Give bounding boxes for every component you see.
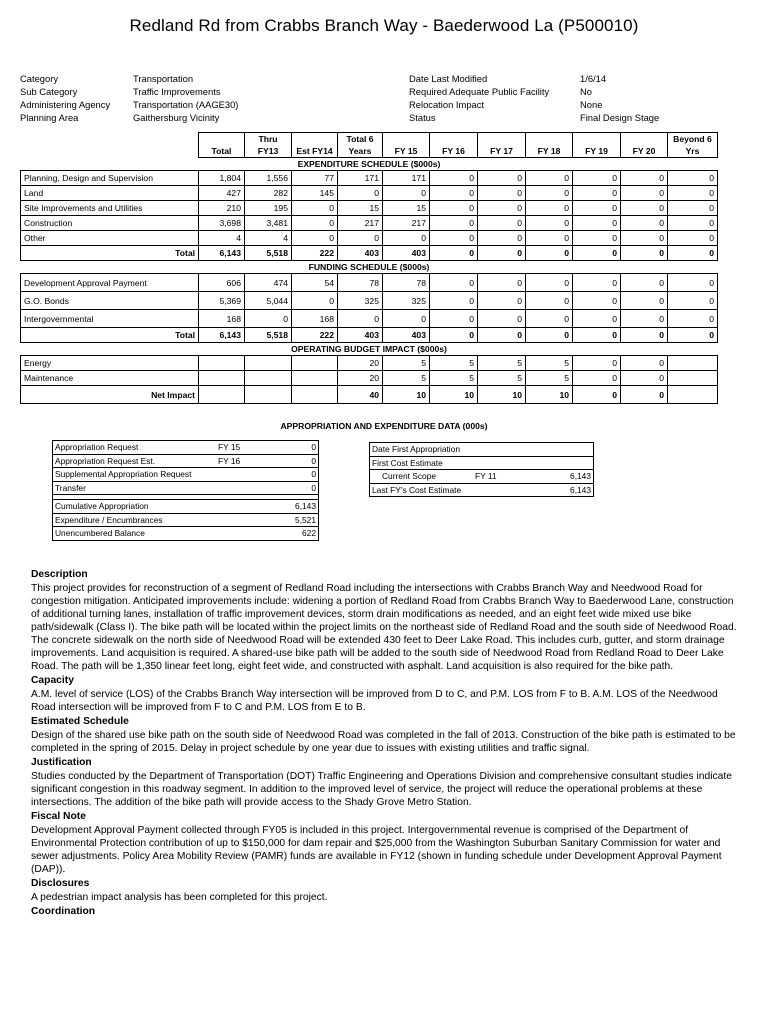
cell-value: 0: [478, 292, 526, 310]
cell-value: 78: [338, 274, 383, 292]
section-body: Studies conducted by the Department of Transportation (DOT) Traffic Engineering and Operations Division and comprehensive consultant studies indicate significant congestion in this roadway segment. In addition to the improved level of service, the project will reduce the operational problems at these intersections. The addition of the bike path will provide access to the Shady Grove Metro Station.: [31, 771, 732, 808]
appropriation-label: Appropriation Request: [55, 442, 139, 452]
section-heading-row: [21, 343, 718, 356]
row-label: Development Approval Payment: [21, 274, 199, 292]
section-heading: FUNDING SCHEDULE ($000s): [308, 262, 430, 272]
section-body: Design of the shared use bike path on the south side of Needwood Road was completed in the fall of 2013. Construction of the bike path is estimated to be completed in the spring of 2015. Delay in project schedule by one year due to issues with existing utilities and traffic signal.: [31, 730, 736, 754]
cell-value: 0: [430, 231, 478, 246]
cell-value: 5: [478, 371, 526, 386]
cell-value: 0: [621, 386, 668, 404]
cell-value: 0: [478, 201, 526, 216]
cell-value: 54: [292, 274, 338, 292]
cell-value: 0: [621, 292, 668, 310]
cell-value: 427: [199, 186, 245, 201]
appropriation-row: [53, 455, 318, 469]
column-header: FY 17: [478, 133, 526, 158]
cell-value: 0: [292, 201, 338, 216]
cell-value: [199, 386, 245, 404]
total-label: Total: [21, 246, 199, 261]
cell-value: [199, 371, 245, 386]
cell-value: 15: [338, 201, 383, 216]
appropriation-value: 0: [311, 469, 316, 479]
cell-value: 0: [526, 171, 573, 186]
right-meta-values: [580, 72, 659, 124]
cell-value: 0: [383, 231, 430, 246]
cost-estimate-box: [369, 442, 594, 497]
cell-value: 0: [526, 328, 573, 343]
meta-value: Traffic Improvements: [133, 86, 221, 97]
meta-value: Gaithersburg Vicinity: [133, 112, 220, 123]
appropriation-label: Expenditure / Encumbrances: [55, 514, 163, 525]
cell-value: 0: [668, 328, 718, 343]
estimate-label: Last FY's Cost Estimate: [372, 484, 462, 495]
cell-value: 606: [199, 274, 245, 292]
cell-value: 0: [668, 186, 718, 201]
cell-value: 217: [338, 216, 383, 231]
cell-value: 77: [292, 171, 338, 186]
cell-value: 0: [526, 274, 573, 292]
meta-label: Relocation Impact: [409, 99, 485, 110]
cell-value: 168: [199, 310, 245, 328]
section-body: Development Approval Payment collected through FY05 is included in this project. Intergovernmental revenue is comprised of the Department of Environmental Protection contribution of up to $150,000 for dam repair and $25,000 from the Washington Suburban Sanitary Commission for water and sewer adjustments. Policy Area Mobility Review (PAMR) funds are available in FY12 (shown in funding schedule under Development Approval Payment (DAP)).: [31, 825, 722, 875]
cell-value: 5,518: [245, 328, 292, 343]
appropriation-label: Unencumbered Balance: [55, 528, 145, 538]
cell-value: 0: [573, 201, 621, 216]
cell-value: 0: [478, 246, 526, 261]
cell-value: 0: [668, 292, 718, 310]
meta-label: Status: [409, 112, 436, 123]
cell-value: 5: [430, 356, 478, 371]
cell-value: 4: [199, 231, 245, 246]
appropriation-value: 0: [311, 482, 316, 493]
appropriation-label: Supplemental Appropriation Request: [55, 469, 192, 479]
cell-value: 0: [338, 231, 383, 246]
cell-value: [292, 386, 338, 404]
cell-value: 0: [621, 328, 668, 343]
cell-value: 0: [478, 310, 526, 328]
section-body: A.M. level of service (LOS) of the Crabbs Branch Way intersection will be improved from D to C, and P.M. LOS from F to B. A.M. LOS of the Needwood Road intersection will be improved from F to C and P.M. LOS from E to B.: [31, 689, 718, 713]
cell-value: 10: [430, 386, 478, 404]
appropriation-value: 0: [311, 455, 316, 466]
cell-value: 0: [668, 274, 718, 292]
column-header: Est FY14: [292, 133, 338, 158]
cell-value: 168: [292, 310, 338, 328]
section-body: This project provides for reconstruction of a segment of Redland Road including the intersections with Crabbs Branch Way and Needwood Road for congestion mitigation. Anticipated improvements include: widening a portion of Redland Road from Crabbs Branch Way to Baederwood Lane, construction of additional turning lanes, installation of traffic improvement devices, storm drain modifications as needed, and an eight feet wide mixed use bike path/sidewalk (Class I). The bike path will be located within the project limits on the northeast side of Redland Road and the south side of Needwood Road. The concrete sidewalk on the north side of Needwood Road will be extended 430 feet to Deer Lake Road. This includes curb, gutter, and storm drainage improvements. Land acquisition is required. A shared-use bike path will be added to the south side of Needwood Road from Redland Road to Deer Lake Road. The path will be 1,350 linear feet long, eight feet wide, and constructed with asphalt. Land acquisition is also required for the bike path.: [31, 583, 737, 672]
cell-value: 145: [292, 186, 338, 201]
cell-value: 15: [383, 201, 430, 216]
cell-value: 171: [383, 171, 430, 186]
cell-value: 0: [478, 171, 526, 186]
cell-value: 0: [526, 231, 573, 246]
appropriation-fy: FY 16: [218, 455, 241, 466]
appropriation-row: [53, 441, 318, 455]
cell-value: 0: [573, 386, 621, 404]
appropriation-label: Transfer: [55, 482, 86, 493]
left-meta-labels: [20, 72, 110, 124]
table-row: [21, 186, 718, 201]
section-body: A pedestrian impact analysis has been completed for this project.: [31, 892, 328, 903]
cell-value: 1,804: [199, 171, 245, 186]
cell-value: 0: [478, 216, 526, 231]
section-title: Fiscal Note: [31, 811, 86, 822]
cell-value: 0: [430, 171, 478, 186]
meta-label: Administering Agency: [20, 99, 111, 110]
column-header: [245, 133, 292, 158]
row-label: Construction: [21, 216, 199, 231]
cell-value: 0: [573, 231, 621, 246]
column-header: FY 20: [621, 133, 668, 158]
row-label: G.O. Bonds: [21, 292, 199, 310]
table-row: [21, 356, 718, 371]
cell-value: 0: [573, 246, 621, 261]
meta-label: Sub Category: [20, 86, 78, 97]
cell-value: 0: [526, 292, 573, 310]
cell-value: 5: [526, 356, 573, 371]
section-title: Coordination: [31, 906, 96, 917]
cell-value: 6,143: [199, 328, 245, 343]
cell-value: 0: [621, 216, 668, 231]
cell-value: 78: [383, 274, 430, 292]
appropriation-value: 5,521: [295, 514, 316, 525]
cell-value: 0: [526, 186, 573, 201]
row-label: Other: [21, 231, 199, 246]
estimate-value: 6,143: [570, 484, 591, 495]
appropriation-heading: APPROPRIATION AND EXPENDITURE DATA (000s): [280, 421, 488, 431]
cell-value: 0: [526, 246, 573, 261]
cell-value: 403: [383, 328, 430, 343]
appropriation-value: 0: [311, 442, 316, 452]
narrative: [31, 567, 737, 919]
schedule-table: [20, 132, 718, 404]
section-heading: EXPENDITURE SCHEDULE ($000s): [297, 159, 441, 169]
cell-value: 0: [668, 216, 718, 231]
row-label: Land: [21, 186, 199, 201]
cell-value: 3,481: [245, 216, 292, 231]
appropriation-row: [53, 482, 318, 496]
column-header: FY 18: [526, 133, 573, 158]
cell-value: 0: [292, 231, 338, 246]
cell-value: 6,143: [199, 246, 245, 261]
cell-value: [668, 386, 718, 404]
appropriation-row: [53, 514, 318, 528]
meta-label: Planning Area: [20, 112, 79, 123]
cell-value: 0: [526, 310, 573, 328]
total-row: [21, 246, 718, 261]
cell-value: 0: [478, 328, 526, 343]
cell-value: 0: [621, 246, 668, 261]
cell-value: 0: [383, 186, 430, 201]
section-heading-row: [21, 261, 718, 274]
cell-value: [199, 356, 245, 371]
cell-value: 0: [621, 371, 668, 386]
cell-value: 0: [430, 292, 478, 310]
cell-value: 0: [621, 171, 668, 186]
cell-value: [668, 356, 718, 371]
cell-value: 222: [292, 328, 338, 343]
column-header: FY 16: [430, 133, 478, 158]
total-label: Net Impact: [21, 386, 199, 404]
estimate-value: 6,143: [570, 471, 591, 481]
estimate-label: Current Scope: [382, 471, 436, 481]
meta-label: Required Adequate Public Facility: [409, 86, 550, 97]
meta-value: Transportation: [133, 73, 194, 84]
column-header-row: [21, 133, 718, 158]
column-header-text: Thru FY13: [257, 134, 279, 156]
appropriation-value: 6,143: [295, 501, 316, 511]
cell-value: 0: [668, 231, 718, 246]
meta-value: None: [580, 99, 603, 110]
estimate-row: [370, 470, 593, 484]
cell-value: 403: [383, 246, 430, 261]
cell-value: 0: [430, 186, 478, 201]
page-title: Redland Rd from Crabbs Branch Way - Baederwood La (P500010): [129, 16, 639, 35]
table-row: [21, 201, 718, 216]
section-title: Justification: [31, 757, 92, 768]
section-title: Disclosures: [31, 878, 90, 889]
meta-label: Date Last Modified: [409, 73, 488, 84]
total-label: Total: [21, 328, 199, 343]
table-row: [21, 216, 718, 231]
cell-value: 0: [573, 292, 621, 310]
appropriation-value: 622: [302, 528, 316, 538]
section-heading: OPERATING BUDGET IMPACT ($000s): [291, 344, 447, 354]
table-row: [21, 310, 718, 328]
cell-value: 0: [430, 216, 478, 231]
cell-value: 5: [526, 371, 573, 386]
cell-value: 0: [573, 186, 621, 201]
cell-value: 474: [245, 274, 292, 292]
appropriation-fy: FY 15: [218, 442, 241, 452]
cell-value: 5: [430, 371, 478, 386]
table-row: [21, 371, 718, 386]
cell-value: 171: [338, 171, 383, 186]
section-heading-row: [21, 158, 718, 171]
cell-value: 0: [430, 310, 478, 328]
meta-value: 1/6/14: [580, 73, 607, 84]
cell-value: 0: [573, 356, 621, 371]
column-header: [668, 133, 718, 158]
cell-value: [245, 356, 292, 371]
total-row: [21, 328, 718, 343]
cell-value: 403: [338, 328, 383, 343]
cell-value: 210: [199, 201, 245, 216]
column-header-text: Total 6 Years: [346, 134, 374, 156]
cell-value: 325: [338, 292, 383, 310]
cell-value: 0: [338, 310, 383, 328]
estimate-fy: FY 11: [475, 471, 497, 481]
cell-value: 0: [573, 371, 621, 386]
cell-value: 0: [478, 274, 526, 292]
cell-value: 217: [383, 216, 430, 231]
estimate-row: [370, 443, 593, 457]
left-meta-values: [133, 72, 238, 124]
cell-value: 20: [338, 356, 383, 371]
appropriation-row: [53, 468, 318, 482]
appropriation-row: [53, 527, 318, 540]
estimate-label: Date First Appropriation: [372, 444, 460, 454]
cell-value: 222: [292, 246, 338, 261]
cell-value: 0: [573, 310, 621, 328]
cell-value: 20: [338, 371, 383, 386]
cell-value: 5: [478, 356, 526, 371]
cell-value: 325: [383, 292, 430, 310]
cell-value: 0: [573, 216, 621, 231]
right-meta-labels: [409, 72, 549, 124]
cell-value: 0: [383, 310, 430, 328]
cell-value: 0: [430, 246, 478, 261]
row-label: Planning, Design and Supervision: [21, 171, 199, 186]
schedule-body: [21, 158, 718, 404]
cell-value: 0: [430, 328, 478, 343]
cell-value: 5,518: [245, 246, 292, 261]
cell-value: 0: [668, 171, 718, 186]
section-title: Capacity: [31, 675, 74, 686]
meta-label: Category: [20, 73, 59, 84]
cell-value: 1,556: [245, 171, 292, 186]
cell-value: 282: [245, 186, 292, 201]
meta-value: Final Design Stage: [580, 112, 660, 123]
cell-value: 0: [338, 186, 383, 201]
column-header-text: Beyond 6 Yrs: [673, 134, 712, 156]
cell-value: 10: [383, 386, 430, 404]
appropriation-label: Appropriation Request Est.: [55, 455, 156, 466]
meta-value: Transportation (AAGE30): [133, 99, 239, 110]
section-title: Description: [31, 569, 88, 580]
cell-value: 0: [526, 216, 573, 231]
header-blank: [21, 133, 199, 158]
cell-value: 0: [621, 186, 668, 201]
cell-value: [245, 371, 292, 386]
cell-value: 5: [383, 356, 430, 371]
cell-value: 10: [526, 386, 573, 404]
cell-value: 0: [621, 201, 668, 216]
table-row: [21, 292, 718, 310]
cell-value: 0: [478, 186, 526, 201]
cell-value: [668, 371, 718, 386]
cell-value: 0: [621, 310, 668, 328]
cell-value: 0: [621, 274, 668, 292]
cell-value: 0: [430, 201, 478, 216]
cell-value: 3,698: [199, 216, 245, 231]
cell-value: 10: [478, 386, 526, 404]
cell-value: 0: [668, 310, 718, 328]
meta-value: No: [580, 86, 592, 97]
cell-value: 4: [245, 231, 292, 246]
cell-value: 5: [383, 371, 430, 386]
cell-value: 403: [338, 246, 383, 261]
cell-value: 0: [573, 171, 621, 186]
row-label: Intergovernmental: [21, 310, 199, 328]
cell-value: [292, 371, 338, 386]
cell-value: 0: [573, 328, 621, 343]
table-row: [21, 231, 718, 246]
column-header: FY 19: [573, 133, 621, 158]
cell-value: 0: [292, 216, 338, 231]
cell-value: [245, 386, 292, 404]
section-title: Estimated Schedule: [31, 716, 129, 727]
cell-value: 195: [245, 201, 292, 216]
estimate-row: [370, 484, 593, 497]
cell-value: 0: [526, 201, 573, 216]
row-label: Maintenance: [21, 371, 199, 386]
cell-value: 0: [621, 356, 668, 371]
row-label: Site Improvements and Utilities: [21, 201, 199, 216]
column-header: Total: [199, 133, 245, 158]
cell-value: 0: [478, 231, 526, 246]
appropriation-box: [52, 440, 319, 541]
estimate-row: [370, 457, 593, 471]
row-label: Energy: [21, 356, 199, 371]
cell-value: 0: [668, 201, 718, 216]
appropriation-label: Cumulative Appropriation: [55, 501, 149, 511]
cell-value: 0: [430, 274, 478, 292]
column-header: FY 15: [383, 133, 430, 158]
table-row: [21, 171, 718, 186]
column-header: [338, 133, 383, 158]
table-row: [21, 274, 718, 292]
cell-value: 0: [573, 274, 621, 292]
cell-value: 0: [668, 246, 718, 261]
cell-value: 5,044: [245, 292, 292, 310]
cell-value: [292, 356, 338, 371]
total-row: [21, 386, 718, 404]
cell-value: 0: [292, 292, 338, 310]
cell-value: 0: [245, 310, 292, 328]
cell-value: 0: [621, 231, 668, 246]
cell-value: 40: [338, 386, 383, 404]
appropriation-row: [53, 500, 318, 514]
cell-value: 5,369: [199, 292, 245, 310]
estimate-label: First Cost Estimate: [372, 457, 443, 468]
